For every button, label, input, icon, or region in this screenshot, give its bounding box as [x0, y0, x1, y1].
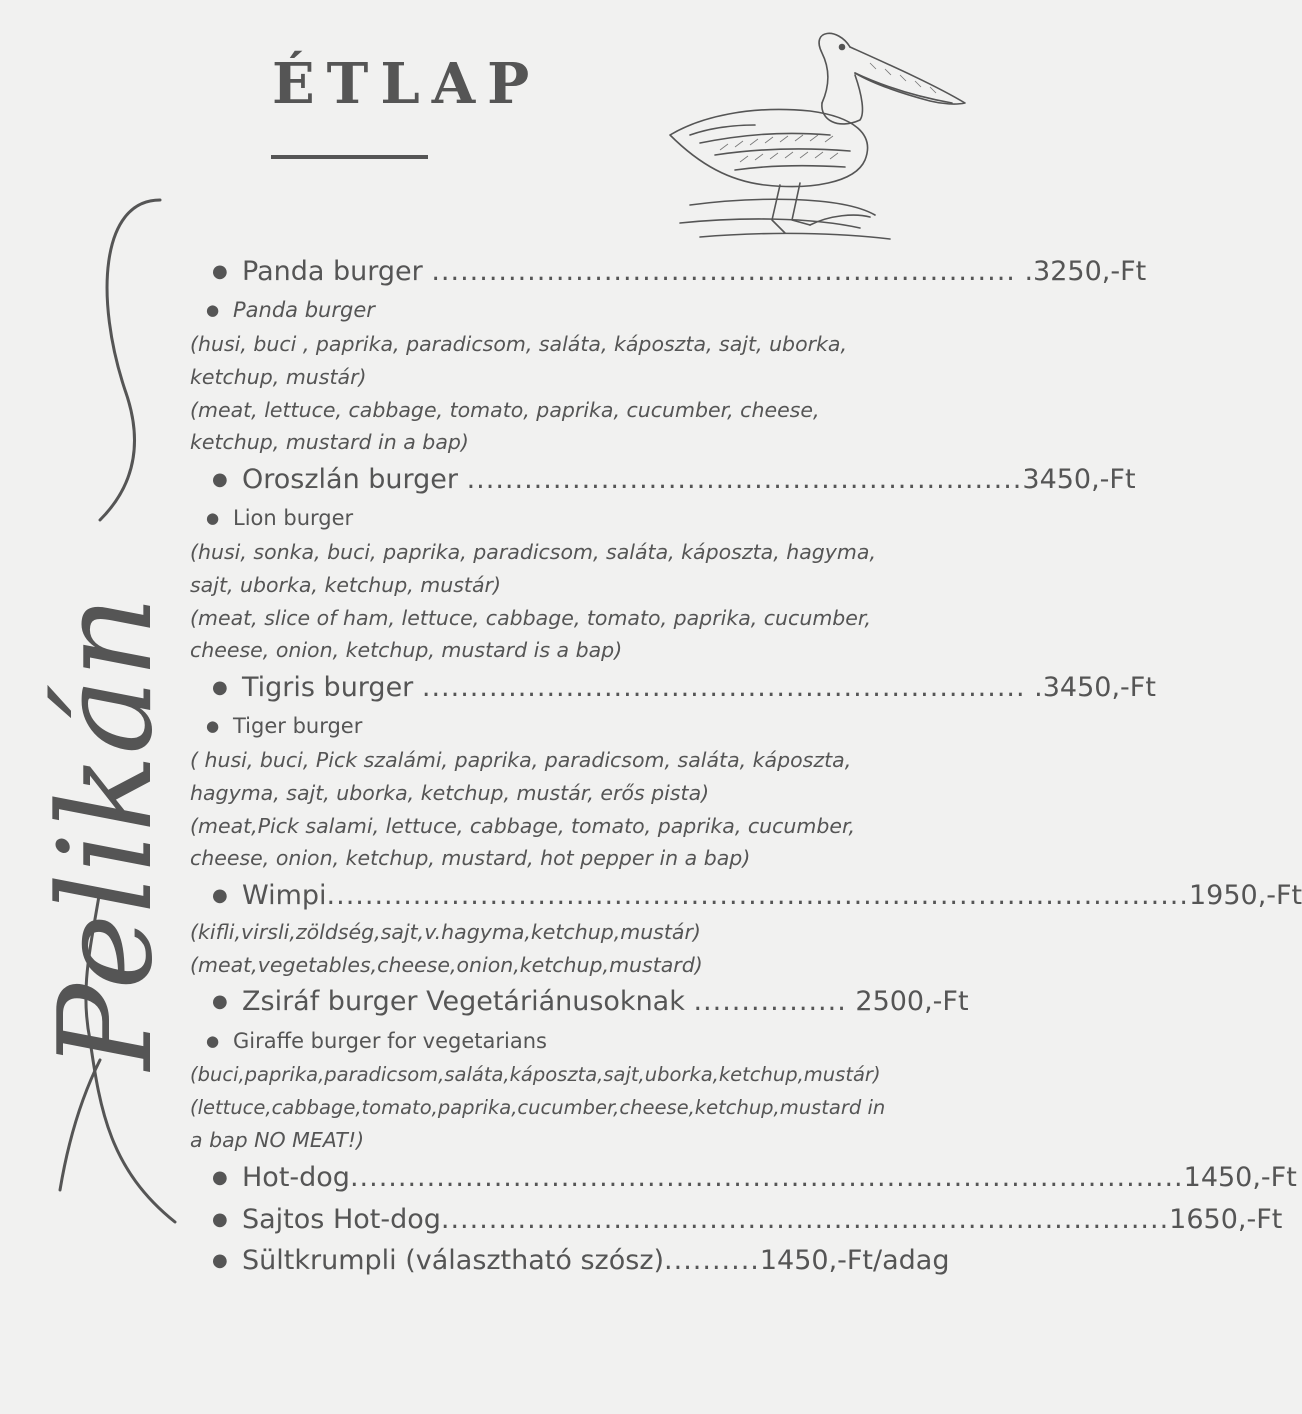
menu-item-zsiraf — [212, 988, 969, 1015]
dot-leader: ............................................................... — [421, 672, 1026, 703]
dot-leader: .......................................................................................... — [326, 880, 1189, 911]
desc-hu-line: (husi, sonka, buci, paprika, paradicsom, saláta, káposzta, hagyma, — [190, 540, 876, 564]
english-name-zsiraf: ● Giraffe burger for vegetarians — [206, 1029, 547, 1053]
item-price: 3450,-Ft — [1022, 464, 1136, 495]
bullet-icon: ● — [212, 885, 228, 906]
desc-en-line: (meat, lettuce, cabbage, tomato, paprika, cucumber, cheese, — [190, 398, 820, 422]
dot-leader: ................ — [693, 986, 847, 1017]
desc-en-line: a bap NO MEAT!) — [190, 1128, 365, 1152]
desc-en-line: cheese, onion, ketchup, mustard is a bap) — [190, 638, 623, 662]
item-name: Tigris burger — [242, 672, 414, 703]
item-name: Wimpi — [242, 880, 327, 911]
desc-en-line: (meat,vegetables,cheese,onion,ketchup,mustard) — [190, 953, 703, 977]
menu-item-tigris — [212, 674, 1156, 701]
menu-item-hotdog — [212, 1164, 1297, 1191]
bullet-icon: ● — [212, 469, 228, 490]
bullet-icon: ● — [206, 509, 220, 527]
desc-en-line: (lettuce,cabbage,tomato,paprika,cucumber,cheese,ketchup,mustard in — [190, 1096, 886, 1119]
english-name-panda: ● Panda burger — [206, 298, 375, 322]
dot-leader: ............................................................................ — [440, 1204, 1170, 1235]
desc-en-line: cheese, onion, ketchup, mustard, hot pepper in a bap) — [190, 846, 751, 870]
desc-hu-line: (buci,paprika,paradicsom,saláta,káposzta,sajt,uborka,ketchup,mustár) — [190, 1063, 881, 1086]
english-name-tigris: ● Tiger burger — [206, 714, 363, 738]
menu-item-oroszlan — [212, 466, 1136, 493]
item-price: .3250,-Ft — [1024, 256, 1147, 287]
brand-name: Pelikán — [32, 595, 181, 1070]
menu-item-wimpi — [212, 882, 1302, 909]
item-name: Oroszlán burger — [242, 464, 458, 495]
desc-en-line: (meat,Pick salami, lettuce, cabbage, tomato, paprika, cucumber, — [190, 814, 856, 838]
item-price: .3450,-Ft — [1034, 672, 1156, 703]
dot-leader: .......................................................... — [466, 464, 1023, 495]
item-price: 1450,-Ft/adag — [759, 1245, 950, 1276]
dot-leader: ............................................................. — [431, 256, 1016, 287]
brand-script-logo — [0, 190, 200, 1240]
desc-hu-line: ketchup, mustár) — [190, 365, 367, 389]
desc-hu-line: sajt, uborka, ketchup, mustár) — [190, 573, 501, 597]
bullet-icon: ● — [212, 991, 228, 1012]
bullet-icon: ● — [206, 717, 220, 735]
desc-hu-line: (husi, buci , paprika, paradicsom, saláta, káposzta, sajt, uborka, — [190, 332, 847, 356]
desc-en-line: ketchup, mustard in a bap) — [190, 430, 469, 454]
bullet-icon: ● — [212, 1209, 228, 1230]
item-price: 1650,-Ft — [1169, 1204, 1283, 1235]
bullet-icon: ● — [206, 301, 220, 319]
bullet-icon: ● — [206, 1032, 220, 1050]
desc-hu-line: hagyma, sajt, uborka, ketchup, mustár, erős pista) — [190, 781, 710, 805]
menu-item-panda — [212, 258, 1146, 285]
title-underline — [271, 155, 428, 159]
menu-item-sultkrumpli — [212, 1247, 949, 1274]
item-name: Hot-dog — [242, 1162, 350, 1193]
english-name-oroszlan: ● Lion burger — [206, 506, 354, 530]
item-name: Panda burger — [242, 256, 423, 287]
item-name: Zsiráf burger Vegetáriánusoknak — [242, 986, 685, 1017]
desc-hu-line: ( husi, buci, Pick szalámi, paprika, paradicsom, saláta, káposzta, — [190, 748, 852, 772]
dot-leader: .......... — [664, 1245, 760, 1276]
bullet-icon: ● — [212, 677, 228, 698]
item-price: 2500,-Ft — [855, 986, 969, 1017]
menu-item-sajtos-hotdog — [212, 1206, 1282, 1233]
menu-title: ÉTLAP — [272, 51, 542, 117]
bullet-icon: ● — [212, 261, 228, 282]
item-price: 1950,-Ft — [1188, 880, 1302, 911]
bullet-icon: ● — [212, 1250, 228, 1271]
item-price: 1450,-Ft — [1183, 1162, 1297, 1193]
desc-en-line: (meat, slice of ham, lettuce, cabbage, tomato, paprika, cucumber, — [190, 606, 871, 630]
pelican-illustration — [660, 25, 970, 250]
item-name: Sajtos Hot-dog — [242, 1204, 441, 1235]
bullet-icon: ● — [212, 1167, 228, 1188]
desc-hu-line: (kifli,virsli,zöldség,sajt,v.hagyma,ketchup,mustár) — [190, 920, 701, 944]
dot-leader: ....................................................................................... — [349, 1162, 1184, 1193]
item-name: Sültkrumpli (választható szósz) — [242, 1245, 665, 1276]
